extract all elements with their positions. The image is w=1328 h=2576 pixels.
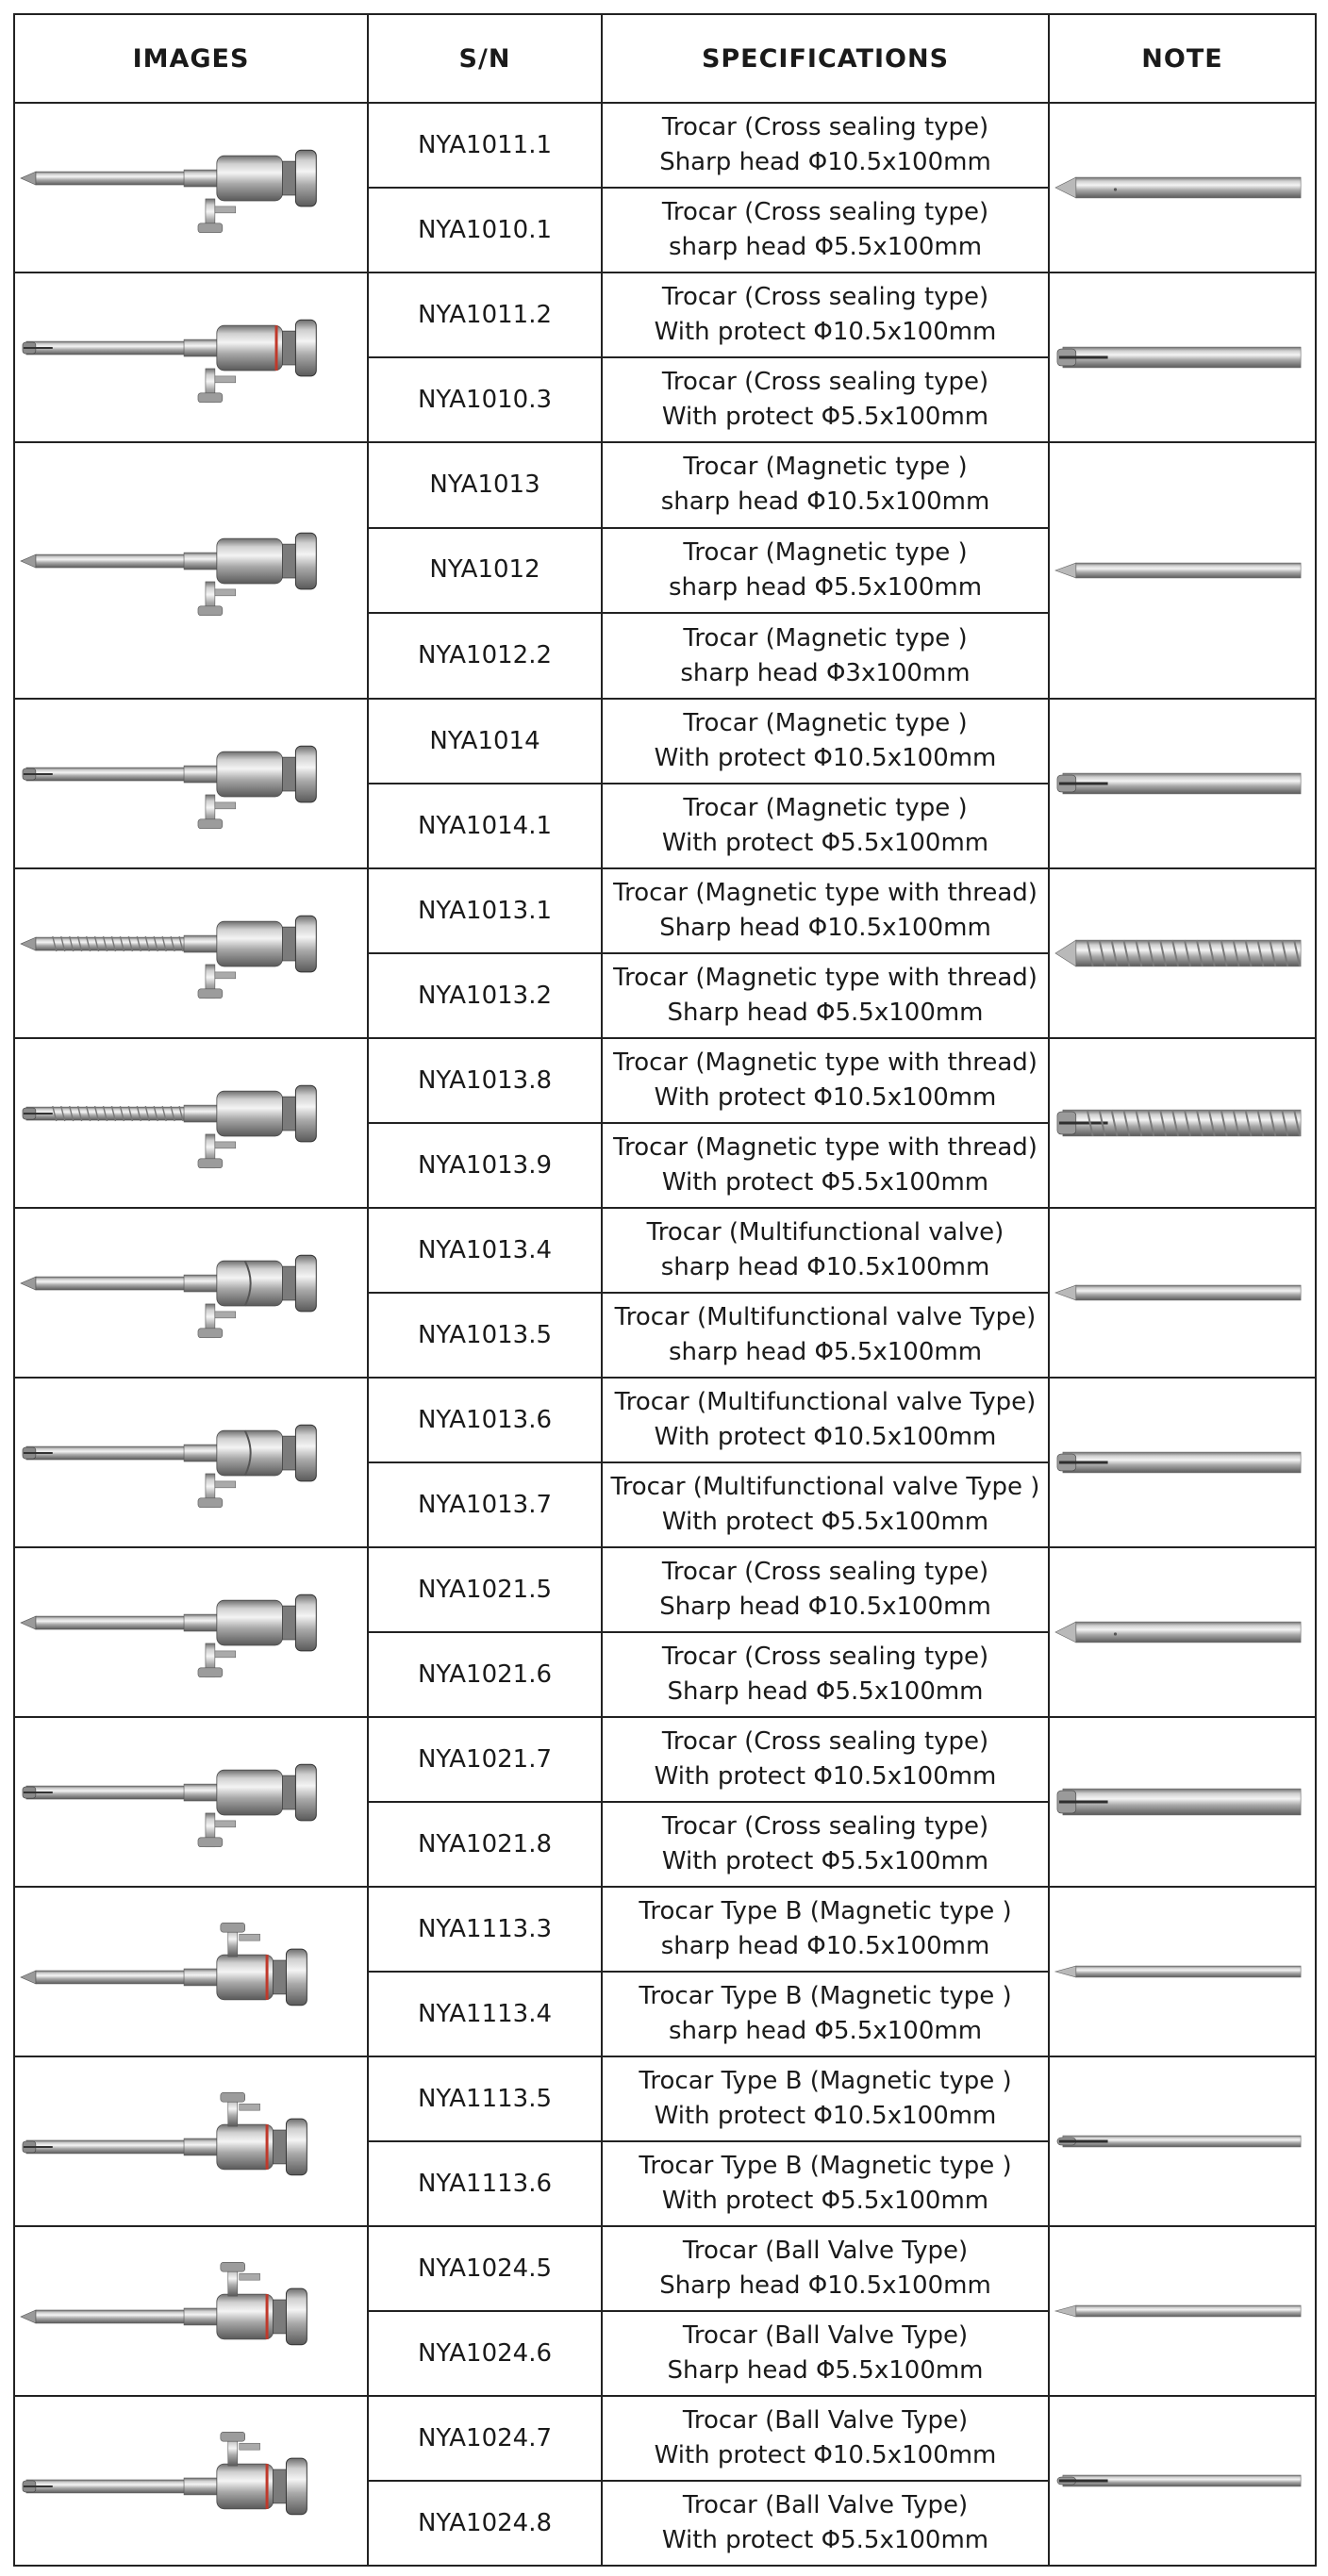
stopcock-handle [198, 989, 223, 999]
seal-ring [266, 2464, 269, 2509]
serial-number: NYA1021.7 [368, 1717, 602, 1802]
stopcock-handle [198, 1838, 223, 1847]
tip-closeup [1050, 869, 1315, 1037]
cannula-collar [184, 2478, 222, 2495]
table-row [14, 868, 1316, 953]
specification-cell [602, 2481, 1049, 2566]
spec-detail: With protect Φ10.5x100mm [654, 1423, 997, 1451]
stopcock-port [215, 972, 236, 979]
tip-shaft [1076, 1285, 1301, 1300]
specification-cell [602, 1632, 1049, 1717]
stopcock-port [215, 206, 236, 213]
spec-detail: With protect Φ5.5x100mm [661, 1168, 989, 1197]
stopcock-port [240, 2443, 260, 2450]
serial-number: NYA1024.6 [368, 2311, 602, 2396]
trocar-cap [295, 1425, 316, 1481]
serial-number: NYA1024.5 [368, 2226, 602, 2311]
product-image-cell [14, 2396, 368, 2566]
stopcock-port [240, 2273, 260, 2280]
spec-detail: With protect Φ5.5x100mm [661, 829, 989, 857]
spec-detail: With protect Φ10.5x100mm [654, 1762, 997, 1791]
stopcock-handle [198, 606, 223, 616]
spec-detail: Sharp head Φ5.5x100mm [667, 1677, 984, 1706]
specification-cell [602, 1972, 1049, 2056]
table-row [14, 2396, 1316, 2481]
product-image-cell [14, 2226, 368, 2396]
spec-detail: Sharp head Φ10.5x100mm [659, 1593, 991, 1621]
specification-cell [602, 2056, 1049, 2141]
tip-mark [1114, 188, 1117, 190]
tip-detail-cell [1049, 442, 1316, 699]
trocar-cap [295, 150, 316, 206]
valve-body [217, 2464, 274, 2509]
table-row [14, 1547, 1316, 1632]
spec-title: Trocar (Multifunctional valve Type ) [610, 1473, 1040, 1501]
spec-detail: With protect Φ5.5x100mm [661, 1847, 989, 1875]
tip-closeup [1050, 1379, 1315, 1546]
spec-detail: With protect Φ10.5x100mm [654, 2102, 997, 2130]
trocar-illustration [15, 1379, 367, 1546]
valve-body [217, 156, 283, 201]
serial-number: NYA1021.8 [368, 1802, 602, 1887]
specification-cell [602, 2226, 1049, 2311]
spec-title: Trocar (Cross sealing type) [661, 1558, 989, 1586]
cannula-collar [184, 935, 222, 952]
stopcock-handle [221, 1923, 245, 1932]
stopcock-stem [228, 1928, 238, 1957]
table-row [14, 1887, 1316, 1972]
tip-detail-cell [1049, 868, 1316, 1038]
spec-title: Trocar (Multifunctional valve Type) [614, 1303, 1037, 1331]
trocar-cap [295, 1594, 316, 1651]
spec-title: Trocar Type B (Magnetic type ) [639, 2067, 1012, 2095]
spec-title: Trocar (Cross sealing type) [661, 1812, 989, 1841]
valve-body [217, 325, 283, 371]
cannula-collar [184, 2308, 222, 2325]
tip-detail-cell [1049, 1208, 1316, 1378]
product-image-cell [14, 1038, 368, 1208]
tip-closeup [1050, 1548, 1315, 1716]
serial-number: NYA1013.7 [368, 1462, 602, 1547]
sharp-tip [21, 1616, 36, 1629]
tip-point [1055, 1285, 1076, 1300]
specification-cell [602, 1378, 1049, 1462]
tip-closeup [1050, 443, 1315, 698]
serial-number: NYA1010.3 [368, 357, 602, 442]
sharp-tip [21, 937, 36, 950]
spec-title: Trocar (Magnetic type ) [683, 623, 968, 652]
spec-title: Trocar (Magnetic type with thread) [613, 964, 1038, 992]
tip-closeup [1050, 1209, 1315, 1377]
header-images: IMAGES [14, 14, 368, 103]
stopcock-port [215, 802, 236, 809]
tip-mark [1114, 1632, 1117, 1635]
spec-title: Trocar (Multifunctional valve Type) [614, 1388, 1037, 1416]
specification-cell [602, 868, 1049, 953]
serial-number: NYA1113.6 [368, 2141, 602, 2226]
header-sn: S/N [368, 14, 602, 103]
specification-cell [602, 357, 1049, 442]
table-row [14, 1378, 1316, 1462]
table-row [14, 1717, 1316, 1802]
serial-number: NYA1024.7 [368, 2396, 602, 2481]
product-sheet [13, 13, 1315, 2567]
trocar-illustration [15, 1548, 367, 1716]
stopcock-handle [221, 2432, 245, 2441]
stopcock-handle [198, 819, 223, 829]
trocar-illustration [15, 1209, 367, 1377]
spec-title: Trocar (Cross sealing type) [661, 1727, 989, 1756]
spec-detail: With protect Φ5.5x100mm [661, 1508, 989, 1536]
spec-title: Trocar (Ball Valve Type) [682, 2406, 969, 2435]
trocar-illustration [15, 869, 367, 1037]
tip-detail-cell [1049, 2056, 1316, 2226]
product-image-cell [14, 1378, 368, 1547]
specification-cell [602, 2141, 1049, 2226]
product-image-cell [14, 272, 368, 442]
serial-number: NYA1012.2 [368, 613, 602, 699]
trocar-cap [286, 2288, 307, 2345]
specification-cell [602, 1208, 1049, 1293]
stopcock-port [240, 2104, 260, 2110]
specification-cell [602, 1547, 1049, 1632]
spec-detail: Sharp head Φ10.5x100mm [659, 148, 991, 176]
spec-title: Trocar (Multifunctional valve) [646, 1218, 1004, 1247]
trocar-cap [295, 746, 316, 802]
tip-point [1055, 2305, 1076, 2317]
specification-cell [602, 1123, 1049, 1208]
table-row [14, 272, 1316, 357]
stopcock-port [215, 376, 236, 383]
tip-closeup [1050, 273, 1315, 441]
specification-cell [602, 272, 1049, 357]
table-row [14, 2226, 1316, 2311]
tip-point [1055, 1966, 1076, 1977]
spec-title: Trocar (Magnetic type ) [683, 453, 968, 482]
spec-detail: Sharp head Φ10.5x100mm [659, 914, 991, 942]
valve-body [217, 1091, 283, 1136]
trocar-illustration [15, 443, 367, 698]
valve-body [217, 921, 283, 966]
spec-title: Trocar (Cross sealing type) [661, 283, 989, 311]
trocar-illustration [15, 700, 367, 867]
specification-cell [602, 1462, 1049, 1547]
specification-cell [602, 528, 1049, 614]
tip-detail-cell [1049, 1038, 1316, 1208]
serial-number: NYA1024.8 [368, 2481, 602, 2566]
tip-closeup [1050, 2057, 1315, 2225]
spec-detail: With protect Φ5.5x100mm [661, 2187, 989, 2215]
spec-detail: Sharp head Φ5.5x100mm [667, 2356, 984, 2385]
specification-cell [602, 2311, 1049, 2396]
trocar-illustration [15, 1039, 367, 1207]
table-body [14, 103, 1316, 2566]
spec-detail: sharp head Φ5.5x100mm [668, 2017, 983, 2045]
stopcock-port [240, 1934, 260, 1940]
tip-point [1055, 940, 1076, 966]
stopcock-port [215, 1312, 236, 1318]
spec-title: Trocar Type B (Magnetic type ) [639, 1982, 1012, 2010]
spec-title: Trocar (Ball Valve Type) [682, 2491, 969, 2519]
tip-detail-cell [1049, 2396, 1316, 2566]
serial-number: NYA1013 [368, 442, 602, 528]
valve-body [217, 1955, 274, 2000]
valve-body [217, 751, 283, 797]
tip-detail-cell [1049, 272, 1316, 442]
specification-cell [602, 1038, 1049, 1123]
serial-number: NYA1014 [368, 699, 602, 784]
product-image-cell [14, 1208, 368, 1378]
tip-closeup [1050, 1888, 1315, 2056]
tip-shaft [1076, 2305, 1301, 2317]
spec-detail: With protect Φ10.5x100mm [654, 318, 997, 346]
specification-cell [602, 1887, 1049, 1972]
trocar-illustration [15, 104, 367, 272]
tip-closeup [1050, 2227, 1315, 2395]
table-row [14, 103, 1316, 188]
serial-number: NYA1013.9 [368, 1123, 602, 1208]
spec-title: Trocar (Cross sealing type) [661, 368, 989, 396]
product-image-cell [14, 2056, 368, 2226]
table-row [14, 699, 1316, 784]
product-image-cell [14, 1887, 368, 2056]
tip-detail-cell [1049, 699, 1316, 868]
valve-body [217, 538, 283, 584]
serial-number: NYA1013.1 [368, 868, 602, 953]
serial-number: NYA1021.5 [368, 1547, 602, 1632]
trocar-spec-table [13, 13, 1317, 2567]
trocar-cap [286, 2119, 307, 2175]
spec-title: Trocar (Cross sealing type) [661, 198, 989, 226]
spec-detail: Sharp head Φ10.5x100mm [659, 2271, 991, 2300]
tip-detail-cell [1049, 2226, 1316, 2396]
valve-body [217, 2124, 274, 2170]
serial-number: NYA1010.1 [368, 188, 602, 272]
spec-title: Trocar (Cross sealing type) [661, 113, 989, 141]
seal-ring [266, 2124, 269, 2170]
serial-number: NYA1011.2 [368, 272, 602, 357]
tip-closeup [1050, 1039, 1315, 1207]
header-specifications: SPECIFICATIONS [602, 14, 1049, 103]
specification-cell [602, 442, 1049, 528]
tip-closeup [1050, 104, 1315, 272]
product-image-cell [14, 1547, 368, 1717]
trocar-cap [295, 1085, 316, 1142]
specification-cell [602, 784, 1049, 868]
serial-number: NYA1113.4 [368, 1972, 602, 2056]
spec-detail: Sharp head Φ5.5x100mm [667, 999, 984, 1027]
spec-detail: With protect Φ10.5x100mm [654, 744, 997, 772]
stopcock-handle [198, 393, 223, 403]
stopcock-port [215, 1481, 236, 1488]
product-image-cell [14, 868, 368, 1038]
stopcock-stem [228, 2268, 238, 2296]
cannula-collar [184, 170, 222, 187]
stopcock-stem [228, 2437, 238, 2466]
tip-shaft [1076, 1966, 1301, 1977]
spec-detail: sharp head Φ10.5x100mm [660, 1253, 990, 1281]
tip-detail-cell [1049, 1547, 1316, 1717]
spec-title: Trocar Type B (Magnetic type ) [639, 1897, 1012, 1925]
stopcock-port [215, 1651, 236, 1658]
serial-number: NYA1113.5 [368, 2056, 602, 2141]
product-image-cell [14, 442, 368, 699]
product-image-cell [14, 1717, 368, 1887]
sharp-tip [21, 554, 36, 568]
specification-cell [602, 103, 1049, 188]
valve-body [217, 1770, 283, 1815]
cannula-collar [184, 2138, 222, 2155]
trocar-illustration [15, 1718, 367, 1886]
sharp-tip [21, 1971, 36, 1984]
spec-title: Trocar (Cross sealing type) [661, 1643, 989, 1671]
spec-title: Trocar (Ball Valve Type) [682, 2321, 969, 2350]
spec-detail: With protect Φ5.5x100mm [661, 2526, 989, 2554]
tip-detail-cell [1049, 103, 1316, 272]
stopcock-handle [221, 2262, 245, 2271]
stopcock-handle [198, 223, 223, 233]
seal-ring [266, 1955, 269, 2000]
sharp-tip [21, 172, 36, 185]
specification-cell [602, 188, 1049, 272]
tip-shaft [1076, 563, 1301, 578]
specification-cell [602, 2396, 1049, 2481]
spec-detail: sharp head Φ10.5x100mm [660, 1932, 990, 1960]
spec-title: Trocar (Magnetic type with thread) [613, 879, 1038, 907]
product-image-cell [14, 699, 368, 868]
spec-detail: With protect Φ10.5x100mm [654, 2441, 997, 2469]
serial-number: NYA1113.3 [368, 1887, 602, 1972]
cannula-collar [184, 1275, 222, 1292]
seal-ring [266, 2294, 269, 2339]
tip-detail-cell [1049, 1717, 1316, 1887]
serial-number: NYA1011.1 [368, 103, 602, 188]
trocar-cap [295, 533, 316, 589]
serial-number: NYA1013.4 [368, 1208, 602, 1293]
specification-cell [602, 1293, 1049, 1378]
table-row [14, 1038, 1316, 1123]
tip-point [1055, 177, 1076, 198]
valve-body [217, 1600, 283, 1645]
stopcock-handle [198, 1498, 223, 1508]
spec-title: Trocar (Magnetic type with thread) [613, 1049, 1038, 1077]
spec-detail: With protect Φ10.5x100mm [654, 1083, 997, 1112]
tip-closeup [1050, 1718, 1315, 1886]
stopcock-stem [228, 2098, 238, 2126]
stopcock-handle [198, 1159, 223, 1168]
cannula-collar [184, 553, 222, 570]
cannula-collar [184, 1105, 222, 1122]
header-note: NOTE [1049, 14, 1316, 103]
specification-cell [602, 699, 1049, 784]
cannula-collar [184, 339, 222, 356]
specification-cell [602, 953, 1049, 1038]
stopcock-handle [198, 1668, 223, 1677]
tip-detail-cell [1049, 1887, 1316, 2056]
spec-detail: sharp head Φ5.5x100mm [668, 572, 983, 602]
spec-title: Trocar (Magnetic type ) [683, 794, 968, 822]
sharp-tip [21, 1277, 36, 1290]
specification-cell [602, 613, 1049, 699]
tip-point [1055, 1622, 1076, 1643]
spec-title: Trocar Type B (Magnetic type ) [639, 2152, 1012, 2180]
trocar-cap [286, 1949, 307, 2006]
trocar-illustration [15, 2397, 367, 2565]
trocar-cap [295, 1255, 316, 1312]
serial-number: NYA1013.6 [368, 1378, 602, 1462]
trocar-cap [295, 916, 316, 972]
table-row [14, 442, 1316, 528]
product-image-cell [14, 103, 368, 272]
cannula-collar [184, 1445, 222, 1461]
serial-number: NYA1021.6 [368, 1632, 602, 1717]
specification-cell [602, 1717, 1049, 1802]
cannula-collar [184, 1784, 222, 1801]
stopcock-port [215, 1821, 236, 1827]
sharp-tip [21, 2310, 36, 2323]
table-row [14, 2056, 1316, 2141]
spec-detail: sharp head Φ10.5x100mm [660, 487, 990, 517]
header-row [14, 14, 1316, 103]
trocar-cap [286, 2458, 307, 2515]
cannula-collar [184, 1614, 222, 1631]
stopcock-handle [198, 1329, 223, 1338]
stopcock-port [215, 589, 236, 596]
stopcock-port [215, 1142, 236, 1148]
tip-closeup [1050, 700, 1315, 867]
serial-number: NYA1014.1 [368, 784, 602, 868]
table-row [14, 1208, 1316, 1293]
trocar-cap [295, 320, 316, 376]
spec-detail: sharp head Φ3x100mm [680, 658, 971, 687]
trocar-illustration [15, 2227, 367, 2395]
tip-closeup [1050, 2397, 1315, 2565]
tip-shaft [1076, 177, 1301, 198]
spec-title: Trocar (Ball Valve Type) [682, 2237, 969, 2265]
tip-detail-cell [1049, 1378, 1316, 1547]
tip-point [1055, 563, 1076, 578]
trocar-cap [295, 1764, 316, 1821]
cannula-collar [184, 766, 222, 783]
serial-number: NYA1013.5 [368, 1293, 602, 1378]
trocar-illustration [15, 2057, 367, 2225]
trocar-illustration [15, 1888, 367, 2056]
spec-detail: sharp head Φ5.5x100mm [668, 1338, 983, 1366]
trocar-illustration [15, 273, 367, 441]
spec-detail: sharp head Φ5.5x100mm [668, 233, 983, 261]
spec-title: Trocar (Magnetic type with thread) [613, 1133, 1038, 1162]
spec-title: Trocar (Magnetic type ) [683, 537, 968, 567]
spec-title: Trocar (Magnetic type ) [683, 709, 968, 737]
spec-detail: With protect Φ5.5x100mm [661, 403, 989, 431]
stopcock-handle [221, 2092, 245, 2102]
cannula-collar [184, 1969, 222, 1986]
serial-number: NYA1013.8 [368, 1038, 602, 1123]
valve-body [217, 2294, 274, 2339]
seal-ring [275, 325, 278, 371]
serial-number: NYA1013.2 [368, 953, 602, 1038]
tip-shaft [1076, 1622, 1301, 1643]
serial-number: NYA1012 [368, 528, 602, 614]
specification-cell [602, 1802, 1049, 1887]
